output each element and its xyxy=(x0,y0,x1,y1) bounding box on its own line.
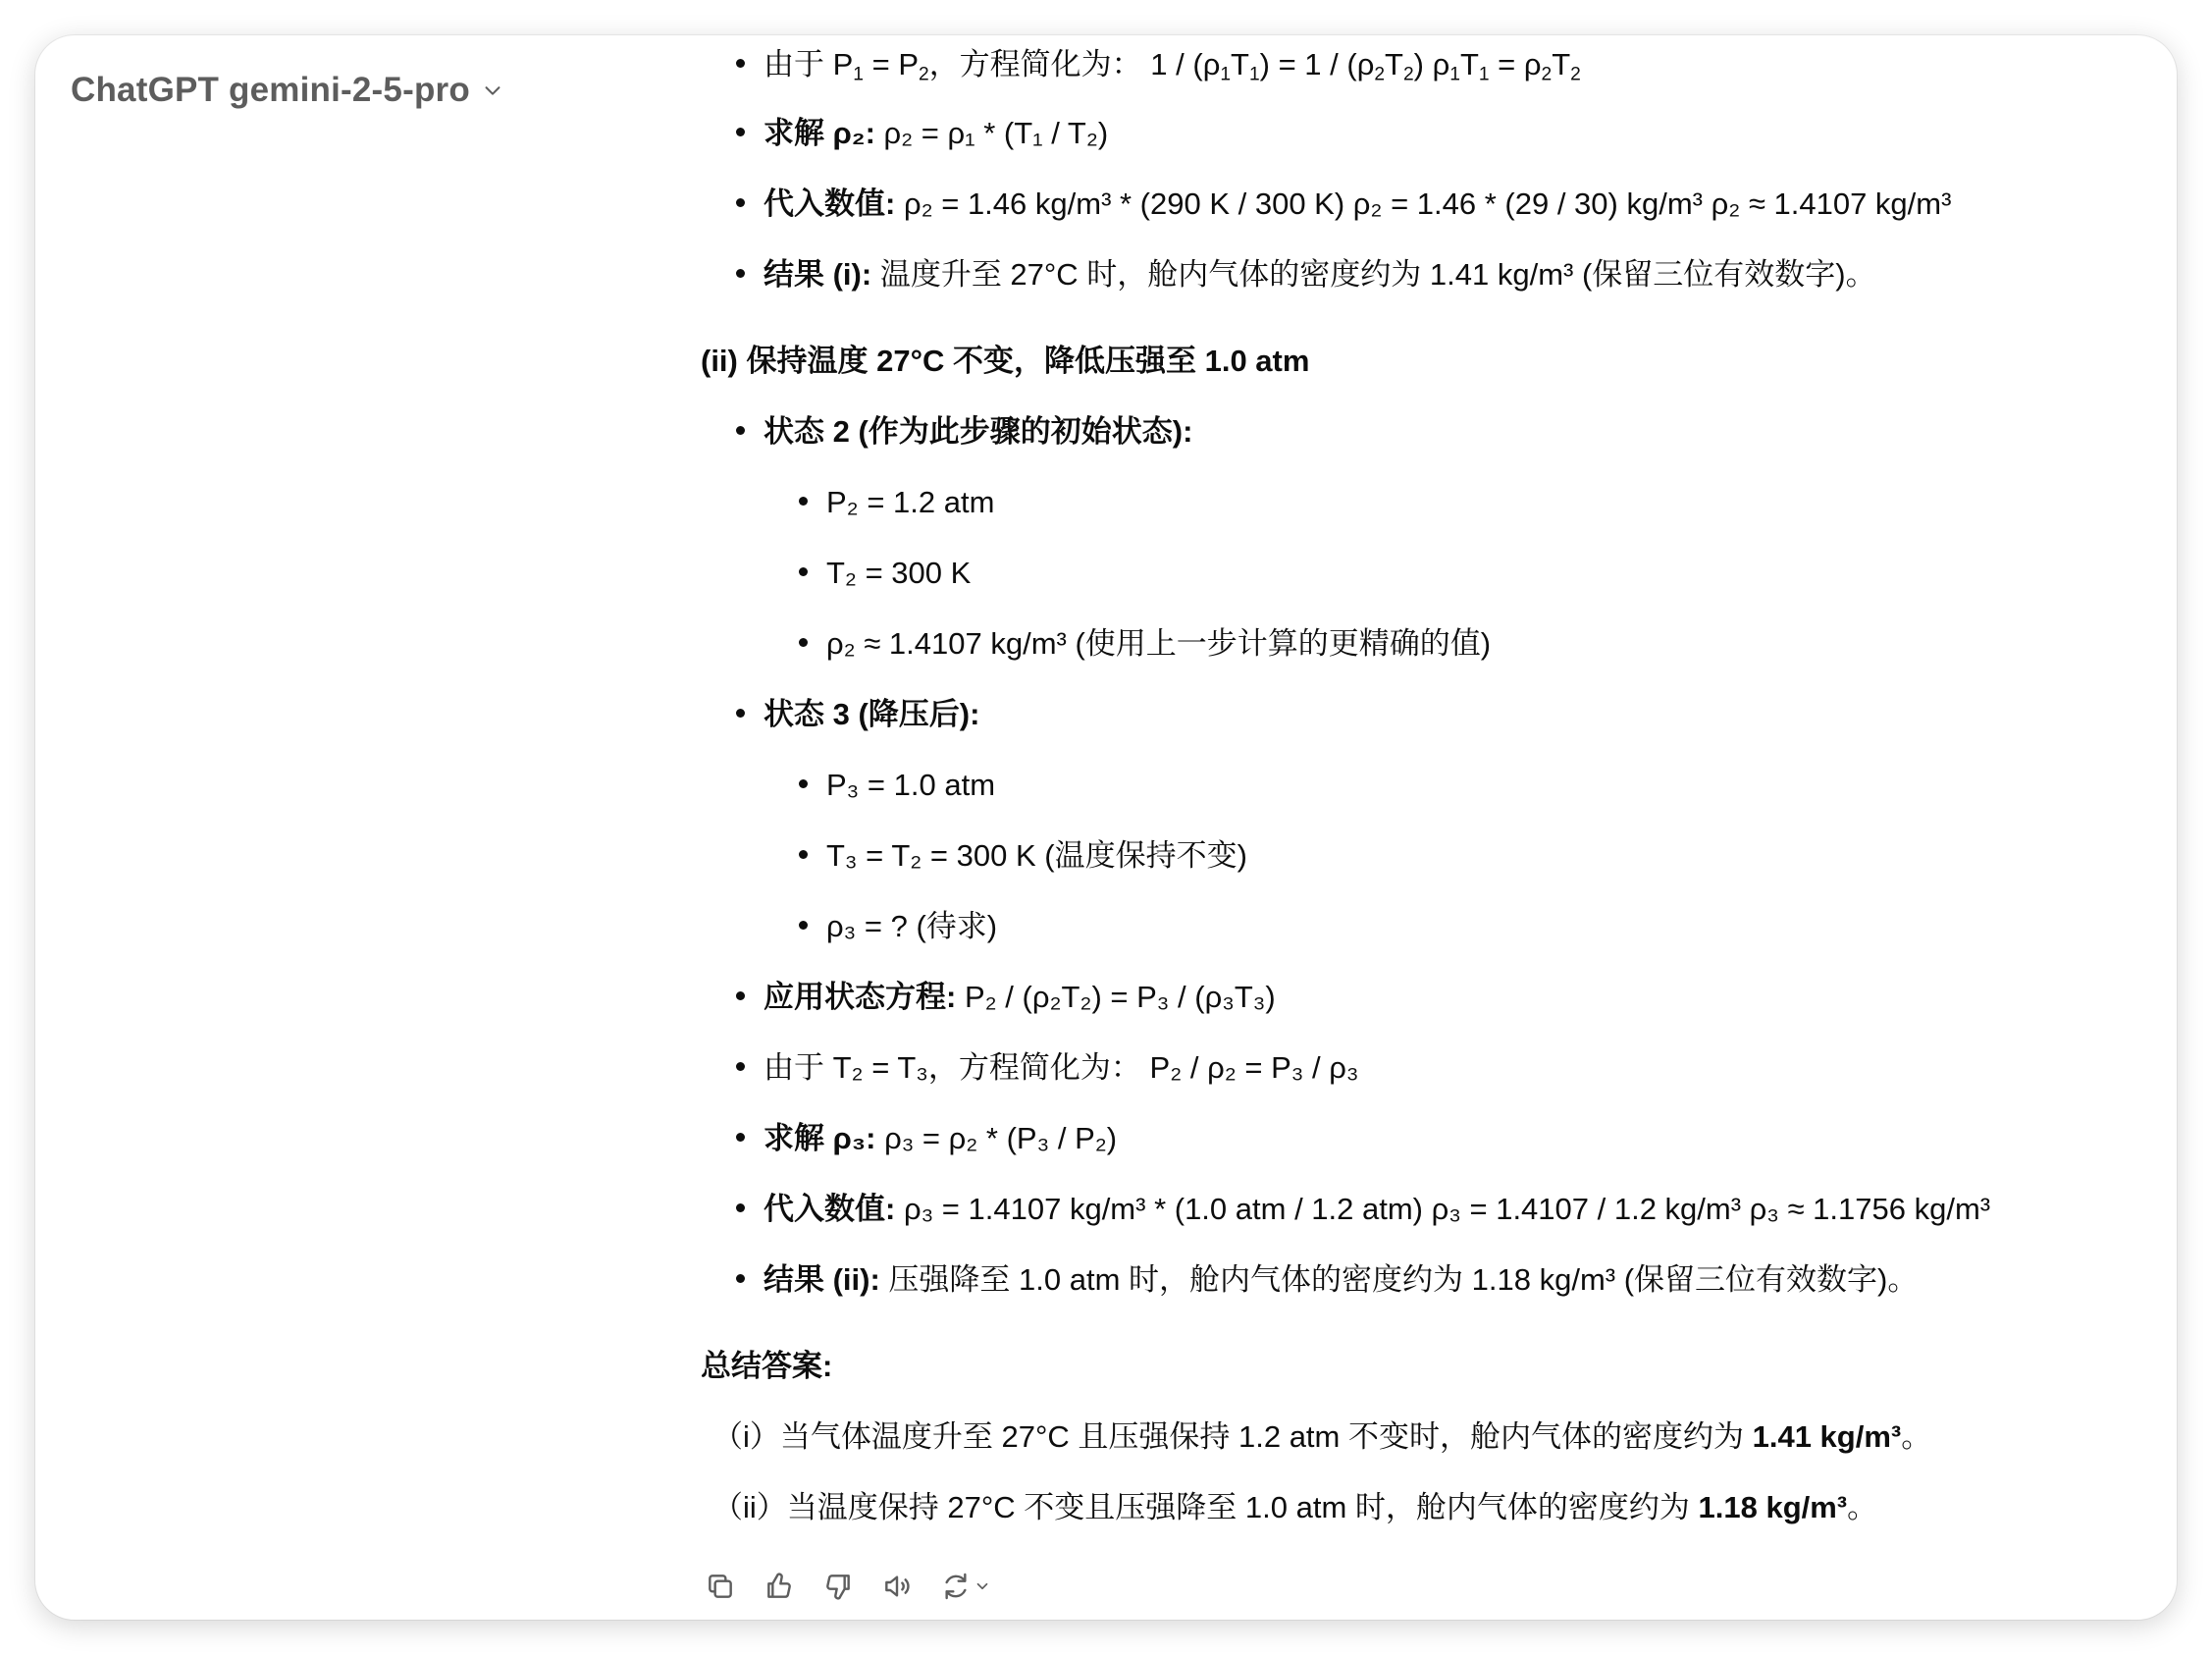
chevron-down-icon xyxy=(974,1577,991,1595)
equation-text: T xyxy=(1385,47,1403,81)
summary-answer-i-value: 1.41 kg/m³ xyxy=(1752,1419,1902,1454)
solve-rho3-formula: ρ₃ = ρ₂ * (P₃ / P₂) xyxy=(875,1121,1118,1155)
chat-window xyxy=(35,35,2177,1620)
regenerate-button[interactable] xyxy=(934,1565,997,1608)
state-3-label: 状态 3 (降压后): xyxy=(764,697,980,731)
subscript: 2 xyxy=(1570,64,1581,85)
thumbs-down-icon xyxy=(822,1571,854,1602)
equation-text: ) ρ xyxy=(1413,47,1450,81)
bullet xyxy=(736,991,745,1000)
subscript: 1 xyxy=(1248,64,1260,85)
summary-answer-ii xyxy=(712,1486,1877,1529)
result-ii-label: 结果 (ii): xyxy=(764,1262,880,1297)
subscript: 2 xyxy=(1402,64,1414,85)
summary-answer-i-text: （i）当气体温度升至 27°C 且压强保持 1.2 atm 不变时，舱内气体的密度约为 xyxy=(712,1419,1753,1454)
equation-text: T xyxy=(1552,47,1571,81)
equation-text: T xyxy=(1231,47,1249,81)
message-actions xyxy=(699,1565,1013,1608)
substitute-formula-2: ρ₃ = 1.4107 kg/m³ * (1.0 atm / 1.2 atm) ρ₃ = 1.4107 / 1.2 kg/m³ ρ₃ ≈ 1.1756 kg/m³ xyxy=(895,1192,1991,1226)
copy-icon xyxy=(705,1571,736,1602)
bullet xyxy=(736,1062,745,1071)
summary-answer-ii-value: 1.18 kg/m³ xyxy=(1698,1490,1848,1524)
read-aloud-icon xyxy=(881,1571,913,1602)
equation-text: = ρ xyxy=(1489,47,1542,81)
result-i-label: 结果 (i): xyxy=(764,257,872,292)
bullet xyxy=(736,269,745,278)
summary-answer-i xyxy=(712,1415,1931,1459)
bullet xyxy=(736,198,745,207)
bullet xyxy=(799,567,808,576)
read-aloud-button[interactable] xyxy=(875,1565,919,1608)
solve-rho2-label: 求解 ρ₂: xyxy=(764,116,875,150)
solve-rho3-line xyxy=(764,1117,1117,1160)
subscript: 1 xyxy=(1220,64,1232,85)
result-ii-text: 压强降至 1.0 atm 时，舱内气体的密度约为 1.18 kg/m³ (保留三位有效数字)。 xyxy=(879,1262,1919,1297)
bullet xyxy=(799,638,808,647)
equation-simplify-line xyxy=(764,43,1581,86)
solve-rho3-label: 求解 ρ₃: xyxy=(764,1121,876,1155)
model-selector[interactable] xyxy=(61,63,513,118)
bullet xyxy=(799,850,808,859)
p3-line: P₃ = 1.0 atm xyxy=(826,768,996,802)
thumbs-up-icon xyxy=(764,1571,795,1602)
state-3-line xyxy=(764,693,979,736)
state-2-line xyxy=(764,410,1192,454)
thumbs-up-button[interactable] xyxy=(758,1565,801,1608)
equation-text: ) = 1 / (ρ xyxy=(1259,47,1375,81)
subscript: 2 xyxy=(1541,64,1553,85)
substitute-values-line-2 xyxy=(764,1188,1990,1231)
t3-line: T₃ = T₂ = 300 K (温度保持不变) xyxy=(826,838,1247,873)
equation-text: = P xyxy=(863,47,919,81)
copy-button[interactable] xyxy=(699,1565,742,1608)
apply-equation-line xyxy=(764,976,1276,1019)
p2-line: P₂ = 1.2 atm xyxy=(826,485,995,519)
subscript: 1 xyxy=(1478,64,1490,85)
chevron-down-icon xyxy=(482,80,503,101)
bullet xyxy=(799,497,808,506)
solve-rho2-line xyxy=(764,112,1108,155)
bullet xyxy=(736,59,745,68)
summary-answer-i-end: 。 xyxy=(1901,1419,1932,1454)
subscript: 1 xyxy=(853,64,864,85)
result-i-text: 温度升至 27°C 时，舱内气体的密度约为 1.41 kg/m³ (保留三位有效数字)。 xyxy=(871,257,1876,292)
rho3-line: ρ₃ = ? (待求) xyxy=(826,909,998,943)
subscript: 2 xyxy=(919,64,929,85)
apply-equation-formula: P₂ / (ρ₂T₂) = P₃ / (ρ₃T₃) xyxy=(956,980,1276,1014)
bullet xyxy=(799,921,808,930)
bullet xyxy=(799,779,808,788)
result-i-line xyxy=(764,253,1876,296)
substitute-values-line-1 xyxy=(764,183,1951,226)
summary-answer-ii-text: （ii）当温度保持 27°C 不变且压强降至 1.0 atm 时，舱内气体的密度约为 xyxy=(712,1490,1699,1524)
bullet xyxy=(736,128,745,136)
substitute-formula: ρ₂ = 1.46 kg/m³ * (290 K / 300 K) ρ₂ = 1.46 * (29 / 30) kg/m³ ρ₂ ≈ 1.4107 kg/m³ xyxy=(895,187,1952,221)
summary-heading: 总结答案: xyxy=(701,1349,833,1383)
t2-line: T₂ = 300 K xyxy=(826,556,972,590)
equation-text: ，方程简化为： 1 / (ρ xyxy=(928,47,1221,81)
thumbs-down-button[interactable] xyxy=(816,1565,860,1608)
regenerate-icon xyxy=(940,1571,972,1602)
bullet xyxy=(736,1203,745,1212)
substitute-label-2: 代入数值: xyxy=(764,1192,896,1226)
summary-answer-ii-end: 。 xyxy=(1847,1490,1878,1524)
bullet xyxy=(736,426,745,435)
solve-rho2-formula: ρ₂ = ρ₁ * (T₁ / T₂) xyxy=(874,116,1109,150)
substitute-label: 代入数值: xyxy=(764,187,896,221)
model-selector-label: ChatGPT gemini-2-5-pro xyxy=(71,71,470,109)
section-ii-heading: (ii) 保持温度 27°C 不变，降低压强至 1.0 atm xyxy=(701,344,1310,378)
apply-equation-label: 应用状态方程: xyxy=(764,980,957,1014)
bullet xyxy=(736,1274,745,1283)
equation-text: 由于 P xyxy=(764,47,854,81)
bullet xyxy=(736,1133,745,1142)
rho2-line: ρ₂ ≈ 1.4107 kg/m³ (使用上一步计算的更精确的值) xyxy=(826,626,1492,661)
bullet xyxy=(736,709,745,718)
equation-text: T xyxy=(1459,47,1479,81)
result-ii-line xyxy=(764,1258,1918,1302)
state-2-label: 状态 2 (作为此步骤的初始状态): xyxy=(764,414,1193,449)
simplify-line-2: 由于 T₂ = T₃，方程简化为： P₂ / ρ₂ = P₃ / ρ₃ xyxy=(764,1050,1359,1085)
subscript: 1 xyxy=(1449,64,1460,85)
subscript: 2 xyxy=(1374,64,1386,85)
